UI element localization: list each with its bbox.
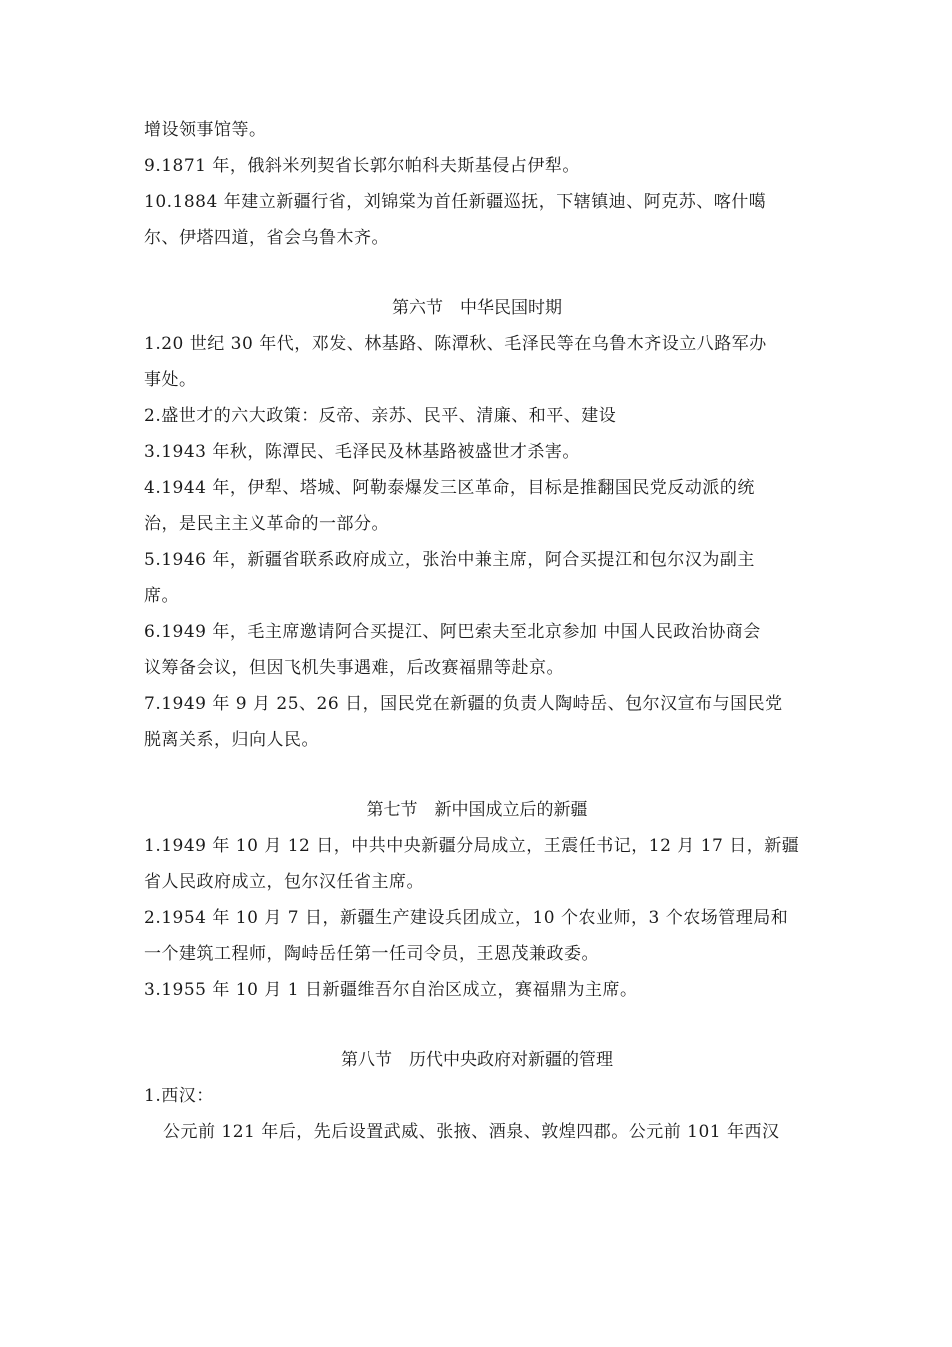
text-line: 4.1944 年，伊犁、塔城、阿勒泰爆发三区革命，目标是推翻国民党反动派的统 [144, 478, 755, 498]
section-5-tail [144, 112, 810, 256]
text-line: 3.1943 年秋，陈潭民、毛泽民及林基路被盛世才杀害。 [144, 442, 580, 462]
text-line: 9.1871 年，俄斜米列契省长郭尔帕科夫斯基侵占伊犁。 [144, 156, 580, 176]
text-line: 省人民政府成立，包尔汉任省主席。 [144, 872, 424, 892]
text-line: 7.1949 年 9 月 25、26 日，国民党在新疆的负责人陶峙岳、包尔汉宣布与国民党 [144, 694, 783, 714]
section-heading: 第八节 历代中央政府对新疆的管理 [341, 1050, 613, 1070]
section-8 [144, 1042, 810, 1150]
section-6 [144, 290, 810, 758]
text-line: 治，是民主主义革命的一部分。 [144, 514, 389, 534]
text-line: 事处。 [144, 370, 197, 390]
text-line: 一个建筑工程师，陶峙岳任第一任司令员，王恩茂兼政委。 [144, 944, 599, 964]
text-line: 席。 [144, 586, 179, 606]
text-line: 公元前 121 年后，先后设置武威、张掖、酒泉、敦煌四郡。公元前 101 年西汉 [163, 1122, 780, 1142]
section-heading: 第六节 中华民国时期 [392, 298, 562, 318]
text-line: 1.20 世纪 30 年代，邓发、林基路、陈潭秋、毛泽民等在乌鲁木齐设立八路军办 [144, 334, 767, 354]
section-7 [144, 792, 810, 1008]
document-page [144, 112, 810, 1150]
text-line: 3.1955 年 10 月 1 日新疆维吾尔自治区成立，赛福鼎为主席。 [144, 980, 638, 1000]
text-line: 6.1949 年，毛主席邀请阿合买提江、阿巴索夫至北京参加 中国人民政治协商会 [144, 622, 761, 642]
text-line: 脱离关系，归向人民。 [144, 730, 319, 750]
text-line: 尔、伊塔四道，省会乌鲁木齐。 [144, 228, 389, 248]
text-line: 10.1884 年建立新疆行省，刘锦棠为首任新疆巡抚，下辖镇迪、阿克苏、喀什噶 [144, 192, 767, 212]
section-heading: 第七节 新中国成立后的新疆 [366, 800, 588, 820]
text-line: 1.西汉： [144, 1086, 214, 1106]
text-line: 2.盛世才的六大政策：反帝、亲苏、民平、清廉、和平、建设 [144, 406, 617, 426]
text-line: 2.1954 年 10 月 7 日，新疆生产建设兵团成立，10 个农业师，3 个农场管理局和 [144, 908, 789, 928]
text-line: 5.1946 年，新疆省联系政府成立，张治中兼主席，阿合买提江和包尔汉为副主 [144, 550, 755, 570]
text-line: 1.1949 年 10 月 12 日，中共中央新疆分局成立，王震任书记，12 月 17 日，新疆 [144, 836, 800, 856]
text-line: 增设领事馆等。 [144, 120, 267, 140]
text-line: 议筹备会议，但因飞机失事遇难，后改赛福鼎等赴京。 [144, 658, 564, 678]
